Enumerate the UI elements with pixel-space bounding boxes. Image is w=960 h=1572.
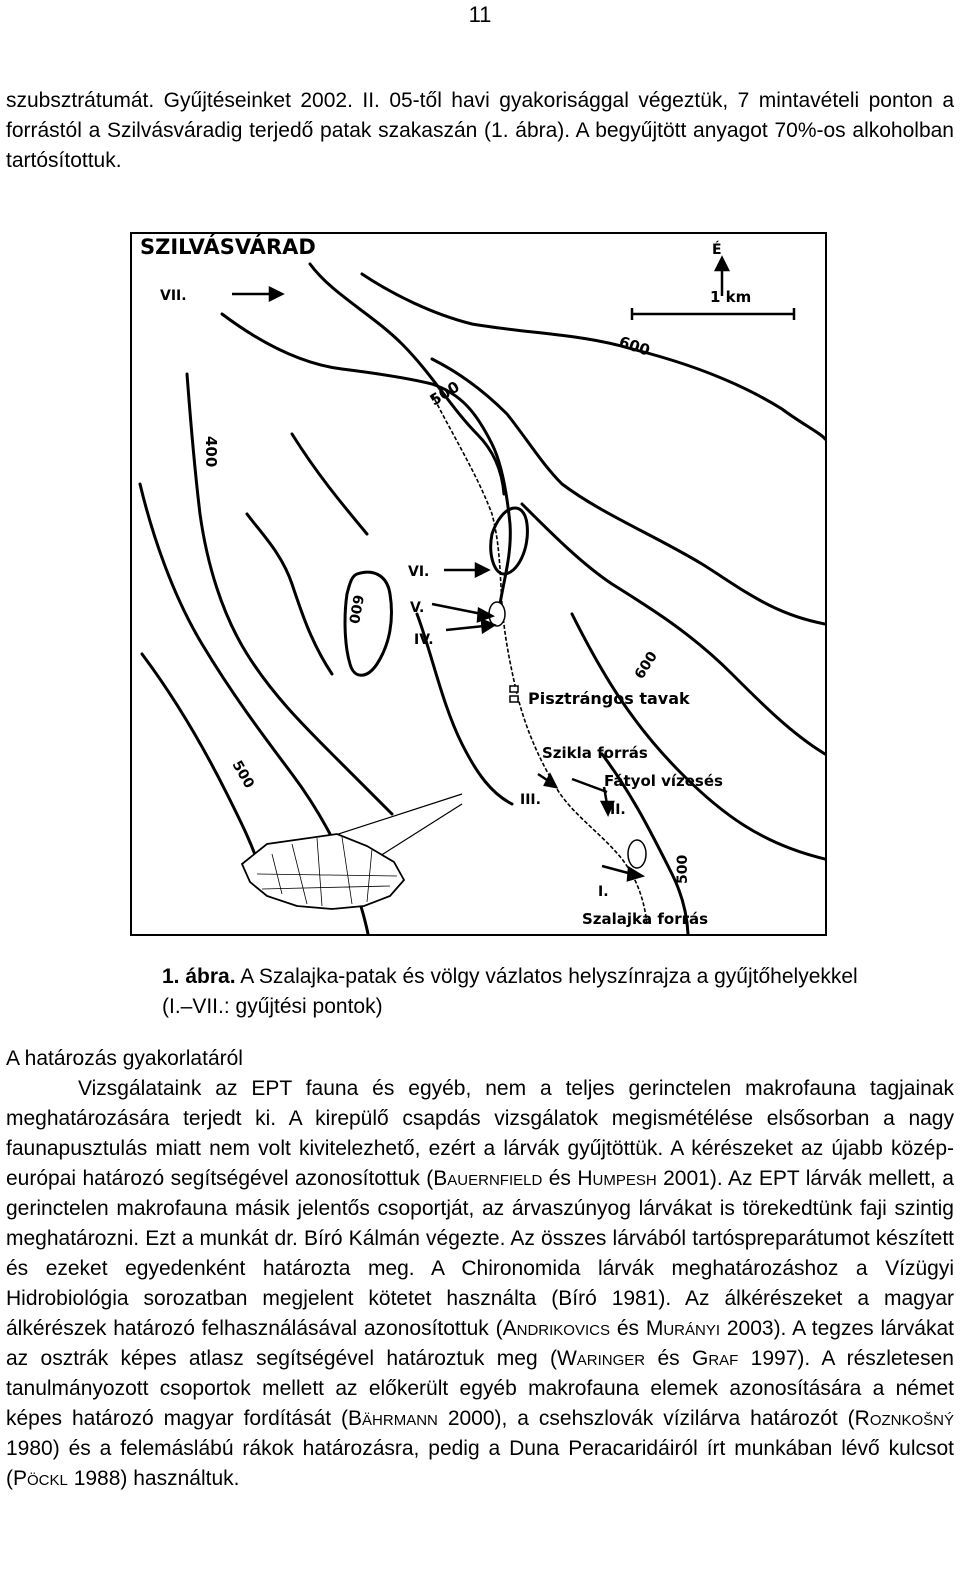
map-scale-label: 1 km: [710, 288, 752, 306]
contour-line: [572, 614, 825, 859]
contour-label-600-right: 600: [631, 648, 661, 683]
body-paragraph: Vizsgálataink az EPT fauna és egyéb, nem a teljes gerinctelen makrofauna tagjainak meghatározására terjedt ki. A kirepülő csapdás vizsgálatok megismétélése elsősorban a nagy faunapusztulás miatt nem volt kivitelezhető, ezért a lárvák gyűjtöttük. A kérészeket az újabb közép-európai határozó segítségével azonosítottuk (Bauernfield és Humpesh 2001). Az EPT lárvák mellett, a gerinctelen makrofauna másik jelentős csoportját, az árvaszúnyog lárvákat is törekedtünk faji szintig meghatározni. Ezt a munkát dr. Bíró Kálmán végezte. Az összes lárvából tartóspreparátumot készített és ezeket egyedenként határozta meg. A Chironomida lárvák meghatározáshoz a Vízügyi Hidrobiológia sorozatban megjelent kötetet használta (Bíró 1981). Az álkérészeket a magyar álkérészek határozó felhasználásával azonosítottuk (Andrikovics és Murányi 2003). A tegzes lárvákat az osztrák képes atlasz segítségével határoztuk meg (Waringer és Graf 1997). A részletesen tanulmányozott csoportok mellett az előkerült egyéb makrofauna elemek azonosítására a német képes határozó magyar fordítását (Bährmann 2000), a csehszlovák vízilárva határozót (Roznkošný 1980) és a felemáslábú rákok határozásra, pedig a Duna Peracaridáiról írt munkában lévő kulcsot (Pöckl 1988) használtuk.: [6, 1077, 954, 1490]
contour-label-400: 400: [202, 436, 220, 468]
site-iii-label: III.: [520, 792, 541, 808]
site-vi-label: VI.: [408, 564, 430, 580]
place-spring2-label: Szalajka forrás: [582, 910, 709, 928]
contour-label-600-island: 600: [344, 593, 366, 625]
site-iv-label: IV.: [414, 632, 434, 648]
map-svg: [132, 234, 825, 934]
contour-label-500-left: 500: [228, 758, 258, 792]
site-ii-label: II.: [610, 802, 626, 818]
site-i-label: I.: [598, 884, 609, 900]
contour-line: [292, 434, 367, 534]
site-v-label: V.: [410, 600, 425, 616]
contour-label-600: 600: [616, 332, 653, 360]
figure-caption: [162, 962, 882, 1022]
map-figure: [130, 232, 827, 936]
contour-label-500: 500: [426, 377, 463, 410]
intro-paragraph: szubsztrátumát. Gyűjtéseinket 2002. II. 05-től havi gyakorisággal végeztük, 7 mintavételi ponton a forrástól a Szilvásváradig terjedő patak szakaszán (1. ábra). A begyűjtött anyagot 70%-os alkoholban tartósítottuk.: [6, 89, 954, 172]
arrow-v: [432, 604, 482, 614]
site-vii-label: VII.: [160, 288, 187, 304]
pond-marker: [628, 840, 646, 868]
map-north-label: É: [712, 242, 722, 258]
contour-label-500-right: 500: [675, 854, 691, 884]
caption-text: A Szalajka-patak és völgy vázlatos helyszínrajza a gyűjtőhelyekkel (I.–VII.: gyűjtési pontok): [162, 965, 858, 1018]
contour-line: [345, 572, 391, 675]
pond-marker: [510, 696, 518, 702]
place-ponds-label: Pisztrángos tavak: [528, 689, 690, 708]
pond-marker: [489, 602, 505, 626]
caption-label: 1. ábra.: [162, 965, 236, 988]
section-heading: A határozás gyakorlatáról: [6, 1047, 243, 1070]
place-waterfall-label: Fátyol vízesés: [604, 772, 723, 790]
place-spring1-label: Szikla forrás: [542, 744, 648, 762]
contour-line: [247, 514, 332, 674]
arrow-iv: [446, 626, 484, 630]
contour-line: [522, 504, 825, 754]
page-number: 11: [468, 2, 492, 27]
map-town-label: SZILVÁSVÁRAD: [140, 235, 316, 259]
pond-marker: [510, 686, 518, 692]
hungary-inset: [242, 834, 404, 909]
contour-line: [362, 274, 825, 439]
stream: [432, 394, 647, 924]
